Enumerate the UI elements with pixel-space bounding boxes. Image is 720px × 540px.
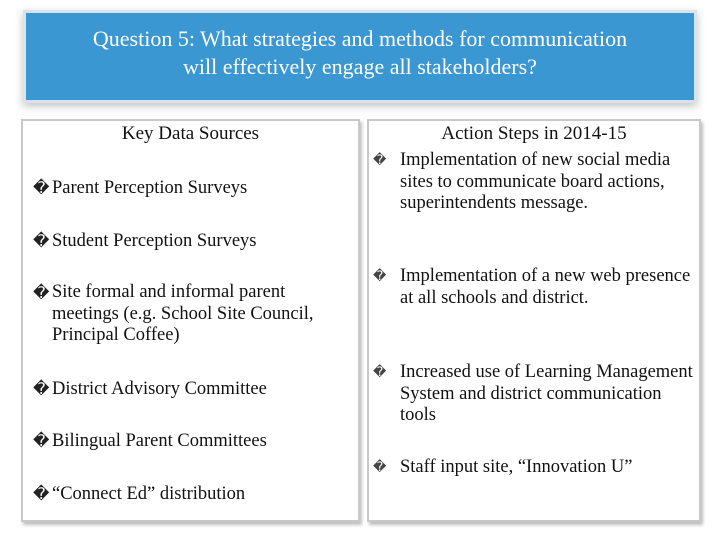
bullet-icon: �: [33, 484, 50, 503]
action-steps-heading: Action Steps in 2014-15: [441, 123, 627, 144]
bullet-icon: �: [373, 269, 387, 284]
title-banner: [23, 10, 697, 103]
list-item: � “Connect Ed” distribution: [33, 484, 246, 504]
list-item: � Parent Perception Surveys: [33, 178, 248, 198]
bullet-icon: �: [33, 178, 50, 197]
list-item: � District Advisory Committee: [33, 379, 267, 399]
bullet-icon: �: [33, 231, 50, 250]
key-data-sources-heading: Key Data Sources: [121, 123, 260, 144]
list-item: � Site formal and informal parent meetings (e.g. School Site Council, Principal Coffee): [33, 282, 314, 345]
bullet-icon: �: [373, 460, 387, 475]
title-line-1: Question 5: What strategies and methods for communication: [92, 26, 628, 51]
bullet-icon: �: [33, 379, 50, 398]
key-data-sources-panel: [21, 119, 360, 522]
title-line-2: will effectively engage all stakeholders?: [183, 54, 537, 79]
bullet-icon: �: [373, 153, 387, 168]
list-item: � Bilingual Parent Committees: [33, 431, 267, 451]
action-steps-panel: Action Steps in 2014-15 � Implementation of new social media sites to communicate board actions, superintendents message. � Implementation of a new web presence at all schools and district. � Increased use of Learning Management System and district communication tools � Staff input site, “Innovation U”: [367, 119, 701, 522]
list-item: � Student Perception Surveys: [33, 231, 257, 251]
bullet-icon: �: [373, 365, 387, 380]
bullet-icon: �: [33, 431, 50, 450]
bullet-icon: �: [33, 283, 50, 302]
